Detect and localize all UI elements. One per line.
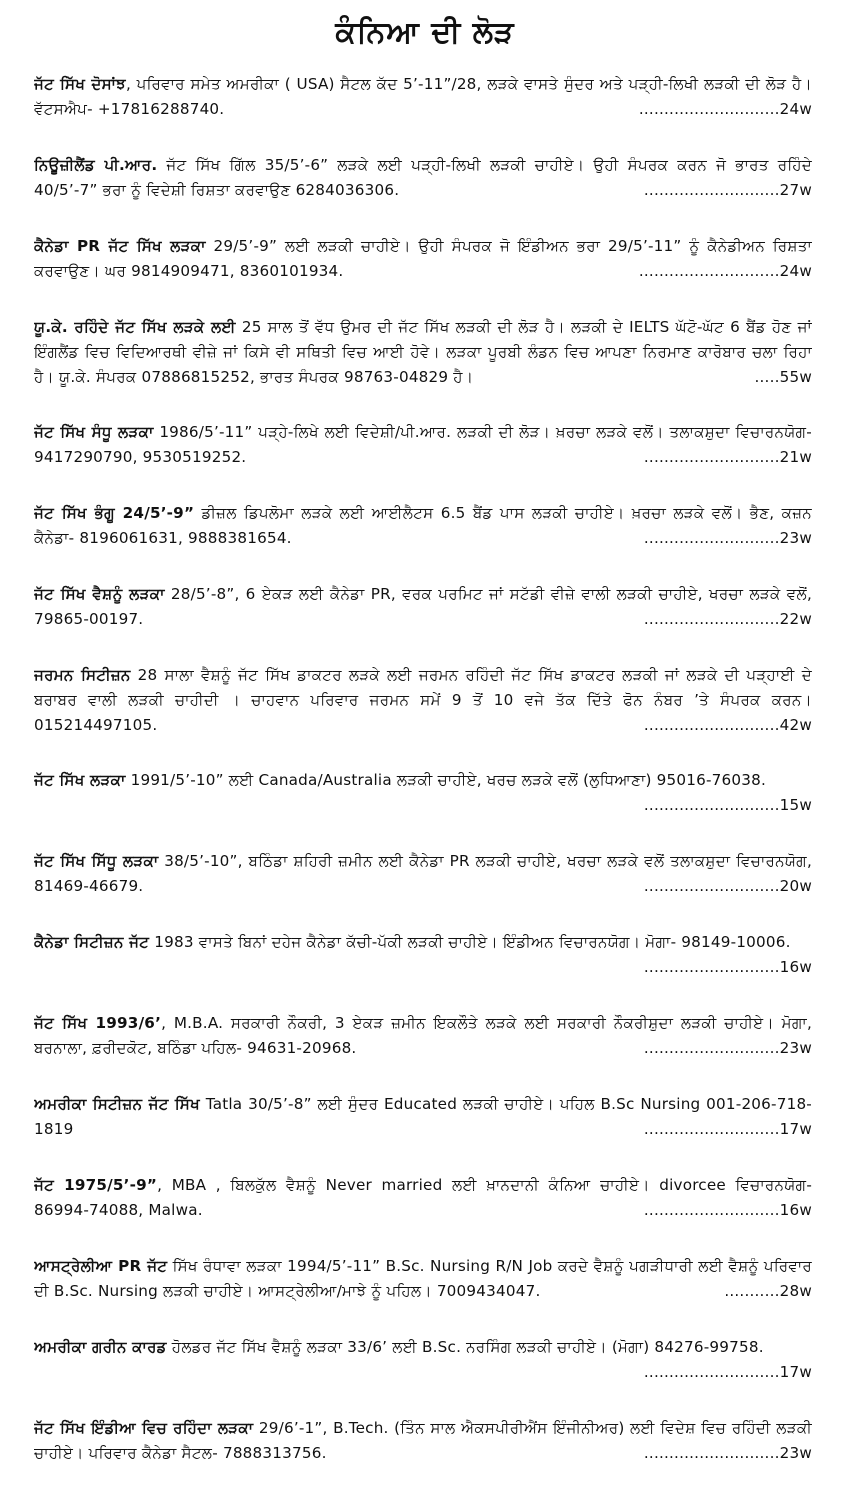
- ad-word-count: ...........................16w: [643, 1201, 812, 1219]
- classified-ad: [34, 1173, 812, 1254]
- ad-word-count: ...........................22w: [643, 610, 812, 628]
- ad-word-count: ...........................23w: [643, 1444, 812, 1462]
- ad-body: 25 ਸਾਲ ਤੋਂ ਵੱਧ ਉਮਰ ਦੀ ਜੱਟ ਸਿੱਖ ਲੜਕੀ ਦੀ ਲੋੜ ਹੈ। ਲੜਕੀ ਦੇ IELTS ਘੱਟੋ-ਘੱਟ 6 ਬੈਂਡ ਹੋਣ ਜਾਂ ਇੰਗਲੈਂਡ ਵਿਚ ਵਿਦਿਆਰਥੀ ਵੀਜ਼ੇ ਜਾਂ ਕਿਸੇ ਵੀ ਸਥਿਤੀ ਵਿਚ ਆਈ ਹੋਵੇ। ਲੜਕਾ ਪੂਰਬੀ ਲੰਡਨ ਵਿਚ ਆਪਣਾ ਨਿਰਮਾਣ ਕਾਰੋਬਾਰ ਚਲਾ ਰਿਹਾ ਹੈ। ਯੂ.ਕੇ. ਸੰਪਰਕ 07886815252, ਭਾਰਤ ਸੰਪਰਕ 98763-04829 ਹੈ।: [34, 318, 812, 386]
- ad-heading: ਜੱਟ ਸਿੱਖ ਦੋਸਾਂਝ: [34, 75, 126, 93]
- ad-heading: ਜੱਟ ਸਿੱਖ ਸੰਧੂ ਲੜਕਾ: [34, 423, 154, 441]
- ad-heading: ਕੈਨੇਡਾ PR ਜੱਟ ਸਿੱਖ ਲੜਕਾ: [34, 237, 206, 255]
- ad-word-count: ...........................20w: [643, 877, 812, 895]
- classified-ad: [34, 582, 812, 663]
- classified-ads-list: [34, 72, 812, 1497]
- classified-ad: [34, 501, 812, 582]
- ad-heading: ਜੱਟ 1975/5’-9”: [34, 1176, 158, 1194]
- classified-ad: [34, 930, 812, 1011]
- classified-ad: [34, 72, 812, 153]
- classified-ad: [34, 849, 812, 930]
- ad-body: ਹੋਲਡਰ ਜੱਟ ਸਿੱਖ ਵੈਸ਼ਨੂੰ ਲੜਕਾ 33/6’ ਲਈ B.Sc. ਨਰਸਿੰਗ ਲੜਕੀ ਚਾਹੀਏ। (ਮੋਗਾ) 84276-99758.: [166, 1338, 764, 1356]
- classified-ad: [34, 768, 812, 849]
- ad-body: 1986/5’-11” ਪੜ੍ਹੇ-ਲਿਖੇ ਲਈ ਵਿਦੇਸ਼ੀ/ਪੀ.ਆਰ. ਲੜਕੀ ਦੀ ਲੋੜ। ਖ਼ਰਚਾ ਲੜਕੇ ਵਲੋਂ। ਤਲਾਕਸ਼ੁਦਾ ਵਿਚਾਰਨਯੋਗ- 9417290790, 9530519252.: [34, 423, 812, 466]
- classified-ad: [34, 1335, 812, 1416]
- ad-heading: ਜੱਟ ਸਿੱਖ ਲੜਕਾ: [34, 771, 126, 789]
- ad-body: 38/5’-10”, ਬਠਿੰਡਾ ਸ਼ਹਿਰੀ ਜ਼ਮੀਨ ਲਈ ਕੈਨੇਡਾ PR ਲੜਕੀ ਚਾਹੀਏ, ਖਰਚਾ ਲੜਕੇ ਵਲੋਂ ਤਲਾਕਸ਼ੁਦਾ ਵਿਚਾਰਨਯੋਗ, 81469-46679.: [34, 852, 812, 895]
- ad-body: , MBA , ਬਿਲਕੁੱਲ ਵੈਸ਼ਨੂੰ Never married ਲਈ ਖ਼ਾਨਦਾਨੀ ਕੰਨਿਆ ਚਾਹੀਏ। divorcee ਵਿਚਾਰਨਯੋਗ- 86994-74088, Malwa.: [34, 1176, 812, 1219]
- ad-word-count: ............................24w: [638, 100, 812, 118]
- ad-heading: ਜੱਟ ਸਿੱਖ ਵੈਸ਼ਨੂੰ ਲੜਕਾ: [34, 585, 165, 603]
- ad-heading: ਆਸਟ੍ਰੇਲੀਆ PR ਜੱਟ: [34, 1257, 168, 1275]
- classified-ad: [34, 1416, 812, 1497]
- classified-ad: [34, 234, 812, 315]
- classified-ad: [34, 1011, 812, 1092]
- ad-word-count: ...........................42w: [643, 716, 812, 734]
- ad-body: 1983 ਵਾਸਤੇ ਬਿਨਾਂ ਦਹੇਜ ਕੈਨੇਡਾ ਕੱਚੀ-ਪੱਕੀ ਲੜਕੀ ਚਾਹੀਏ। ਇੰਡੀਅਨ ਵਿਚਾਰਨਯੋਗ। ਮੋਗਾ- 98149-10006.: [149, 933, 791, 951]
- ad-body: ਜੱਟ ਸਿੱਖ ਗਿੱਲ 35/5’-6” ਲੜਕੇ ਲਈ ਪੜ੍ਹੀ-ਲਿਖੀ ਲੜਕੀ ਚਾਹੀਏ। ਉਹੀ ਸੰਪਰਕ ਕਰਨ ਜੋ ਭਾਰਤ ਰਹਿੰਦੇ 40/5’-7” ਭਰਾ ਨੂੰ ਵਿਦੇਸ਼ੀ ਰਿਸ਼ਤਾ ਕਰਵਾਉਣ 6284036306.: [34, 156, 812, 199]
- ad-heading: ਯੂ.ਕੇ. ਰਹਿੰਦੇ ਜੱਟ ਸਿੱਖ ਲੜਕੇ ਲਈ: [34, 318, 236, 336]
- ad-word-count: ............................24w: [638, 262, 812, 280]
- ad-word-count: .....55w: [754, 368, 812, 386]
- ad-heading: ਜੱਟ ਸਿੱਖ ਸਿੱਧੂ ਲੜਕਾ: [34, 852, 159, 870]
- ad-word-count: ...........................17w: [643, 1120, 812, 1138]
- ad-body: 1991/5’-10” ਲਈ Canada/Australia ਲੜਕੀ ਚਾਹੀਏ, ਖਰਚ ਲੜਕੇ ਵਲੋਂ (ਲੁਧਿਆਣਾ) 95016-76038.: [125, 771, 767, 789]
- classified-ad: [34, 420, 812, 501]
- ad-heading: ਜੱਟ ਸਿੱਖ ਭੰਗੂ 24/5’-9”: [34, 504, 195, 522]
- ad-heading: ਕੈਨੇਡਾ ਸਿਟੀਜ਼ਨ ਜੱਟ: [34, 933, 150, 951]
- ad-body: 28/5’-8”, 6 ਏਕੜ ਲਈ ਕੈਨੇਡਾ PR, ਵਰਕ ਪਰਮਿਟ ਜਾਂ ਸਟੱਡੀ ਵੀਜ਼ੇ ਵਾਲੀ ਲੜਕੀ ਚਾਹੀਏ, ਖਰਚਾ ਲੜਕੇ ਵਲੋਂ, 79865-00197.: [34, 585, 812, 628]
- ad-word-count: ...........28w: [724, 1282, 812, 1300]
- classified-ad: [34, 1254, 812, 1335]
- ad-word-count: ...........................16w: [643, 958, 812, 976]
- ad-word-count: ...........................23w: [643, 1039, 812, 1057]
- ad-word-count: ...........................27w: [643, 181, 812, 199]
- classified-ad: [34, 315, 812, 420]
- ad-body: ਸਿੱਖ ਰੰਧਾਵਾ ਲੜਕਾ 1994/5’-11” B.Sc. Nursing R/N Job ਕਰਦੇ ਵੈਸ਼ਨੂੰ ਪਗੜੀਧਾਰੀ ਲਈ ਵੈਸ਼ਨੂੰ ਪਰਿਵਾਰ ਦੀ B.Sc. Nursing ਲੜਕੀ ਚਾਹੀਏ। ਆਸਟ੍ਰੇਲੀਆ/ਮਾਝੇ ਨੂੰ ਪਹਿਲ। 7009434047.: [34, 1257, 812, 1300]
- ad-heading: ਨਿਊਜ਼ੀਲੈਂਡ ਪੀ.ਆਰ.: [34, 156, 158, 174]
- classified-ad: [34, 1092, 812, 1173]
- ad-body: 29/6’-1”, B.Tech. (ਤਿੰਨ ਸਾਲ ਐਕਸਪੀਰੀਐਂਸ ਇੰਜੀਨੀਅਰ) ਲਈ ਵਿਦੇਸ਼ ਵਿਚ ਰਹਿੰਦੀ ਲੜਕੀ ਚਾਹੀਏ। ਪਰਿਵਾਰ ਕੈਨੇਡਾ ਸੈਟਲ- 7888313756.: [34, 1419, 812, 1462]
- ad-word-count: ...........................15w: [643, 796, 812, 814]
- ad-word-count: ...........................21w: [643, 448, 812, 466]
- ad-body: 29/5’-9” ਲਈ ਲੜਕੀ ਚਾਹੀਏ। ਉਹੀ ਸੰਪਰਕ ਜੋ ਇੰਡੀਅਨ ਭਰਾ 29/5’-11” ਨੂੰ ਕੈਨੇਡੀਅਨ ਰਿਸ਼ਤਾ ਕਰਵਾਉਣ। ਘਰ 9814909471, 8360101934.: [34, 237, 812, 280]
- classified-ad: [34, 663, 812, 768]
- classified-ad: [34, 153, 812, 234]
- page-title: ਕੰਨਿਆ ਦੀ ਲੋੜ: [335, 15, 515, 50]
- ad-word-count: ...........................23w: [643, 529, 812, 547]
- ad-word-count: ...........................17w: [643, 1363, 812, 1381]
- ad-body: Tatla 30/5’-8” ਲਈ ਸੁੰਦਰ Educated ਲੜਕੀ ਚਾਹੀਏ। ਪਹਿਲ B.Sc Nursing 001-206-718-1819: [34, 1095, 812, 1138]
- ad-heading: ਜੱਟ ਸਿੱਖ ਇੰਡੀਆ ਵਿਚ ਰਹਿੰਦਾ ਲੜਕਾ: [34, 1419, 254, 1437]
- ad-heading: ਅਮਰੀਕਾ ਗਰੀਨ ਕਾਰਡ: [34, 1338, 167, 1356]
- ad-body: 28 ਸਾਲਾ ਵੈਸ਼ਨੂੰ ਜੱਟ ਸਿੱਖ ਡਾਕਟਰ ਲੜਕੇ ਲਈ ਜਰਮਨ ਰਹਿੰਦੀ ਜੱਟ ਸਿੱਖ ਡਾਕਟਰ ਲੜਕੀ ਜਾਂ ਲੜਕੇ ਦੀ ਪੜ੍ਹਾਈ ਦੇ ਬਰਾਬਰ ਵਾਲੀ ਲੜਕੀ ਚਾਹੀਦੀ । ਚਾਹਵਾਨ ਪਰਿਵਾਰ ਜਰਮਨ ਸਮੇਂ 9 ਤੋਂ 10 ਵਜੇ ਤੱਕ ਦਿੱਤੇ ਫੋਨ ਨੰਬਰ ’ਤੇ ਸੰਪਰਕ ਕਰਨ। 015214497105.: [34, 666, 812, 734]
- ad-body: ਡੀਜ਼ਲ ਡਿਪਲੋਮਾ ਲੜਕੇ ਲਈ ਆਈਲੈਟਸ 6.5 ਬੈਂਡ ਪਾਸ ਲੜਕੀ ਚਾਹੀਏ। ਖ਼ਰਚਾ ਲੜਕੇ ਵਲੋਂ। ਭੈਣ, ਕਜ਼ਨ ਕੈਨੇਡਾ- 8196061631, 9888381654.: [34, 504, 812, 547]
- ad-body: , M.B.A. ਸਰਕਾਰੀ ਨੌਕਰੀ, 3 ਏਕੜ ਜ਼ਮੀਨ ਇਕਲੌਤੇ ਲੜਕੇ ਲਈ ਸਰਕਾਰੀ ਨੌਕਰੀਸ਼ੁਦਾ ਲੜਕੀ ਚਾਹੀਏ। ਮੋਗਾ, ਬਰਨਾਲਾ, ਫ਼ਰੀਦਕੋਟ, ਬਠਿੰਡਾ ਪਹਿਲ- 94631-20968.: [34, 1014, 812, 1057]
- ad-heading: ਜੱਟ ਸਿੱਖ 1993/6’: [34, 1014, 162, 1032]
- ad-heading: ਜਰਮਨ ਸਿਟੀਜ਼ਨ: [34, 666, 131, 684]
- ad-heading: ਅਮਰੀਕਾ ਸਿਟੀਜ਼ਨ ਜੱਟ ਸਿੱਖ: [34, 1095, 200, 1113]
- ad-body: , ਪਰਿਵਾਰ ਸਮੇਤ ਅਮਰੀਕਾ ( USA) ਸੈਟਲ ਕੱਦ 5’-11”/28, ਲੜਕੇ ਵਾਸਤੇ ਸੁੰਦਰ ਅਤੇ ਪੜ੍ਹੀ-ਲਿਖੀ ਲੜਕੀ ਦੀ ਲੋੜ ਹੈ। ਵੱਟਸਐਪ- +17816288740.: [34, 75, 812, 118]
